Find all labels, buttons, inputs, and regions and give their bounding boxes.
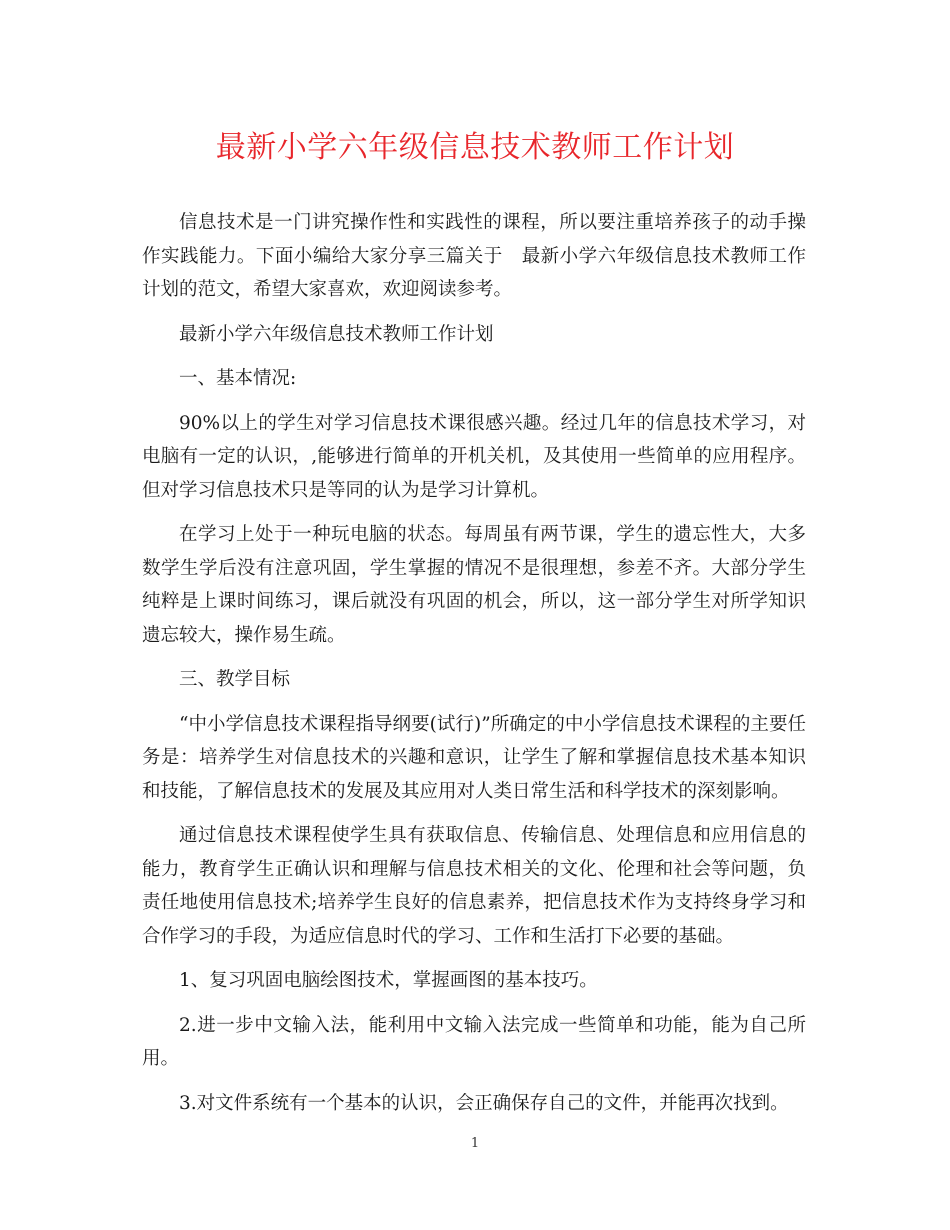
paragraph-subtitle: 最新小学六年级信息技术教师工作计划 <box>179 323 494 345</box>
section-heading-teaching-goals: 三、教学目标 <box>179 669 291 690</box>
section-heading-basic-situation: 一、基本情况: <box>179 368 297 389</box>
page-number: 1 <box>470 1136 480 1151</box>
list-item: 1、复习巩固电脑绘图技术，掌握画图的基本技巧。 <box>179 970 598 991</box>
paragraph: 通过信息技术课程使学生具有获取信息、传输信息、处理信息和应用信息的能力，教育学生正确认识和理解与信息技术相关的文化、伦理和社会等问题，负责任地使用信息技术;培养学生良好的信息素养，把信息技术作为支持终身学习和合作学习的手段，为适应信息时代的学习、工作和生活打下必要的基础。 <box>142 825 806 947</box>
paragraph: 在学习上处于一种玩电脑的状态。每周虽有两节课，学生的遗忘性大，大多数学生学后没有注意巩固，学生掌握的情况不是很理想，参差不齐。大部分学生纯粹是上课时间练习，课后就没有巩固的机会，所以，这一部分学生对所学知识遗忘较大，操作易生疏。 <box>142 524 806 646</box>
list-item: 2.进一步中文输入法，能利用中文输入法完成一些简单和功能，能为自己所用。 <box>142 1014 806 1069</box>
paragraph-intro: 信息技术是一门讲究操作性和实践性的课程，所以要注重培养孩子的动手操作实践能力。下面小编给大家分享三篇关于 最新小学六年级信息技术教师工作计划的范文，希望大家喜欢，欢迎阅读参考。 <box>142 212 806 300</box>
paragraph: “中小学信息技术课程指导纲要(试行)”所确定的中小学信息技术课程的主要任务是：培养学生对信息技术的兴趣和意识，让学生了解和掌握信息技术基本知识和技能，了解信息技术的发展及其应用对人类日常生活和科学技术的深刻影响。 <box>142 713 806 802</box>
document-body <box>142 206 806 1131</box>
list-item: 3.对文件系统有一个基本的认识，会正确保存自己的文件，并能再次找到。 <box>179 1092 789 1114</box>
document-title: 最新小学六年级信息技术教师工作计划 <box>215 130 735 165</box>
paragraph: 90%以上的学生对学习信息技术课很感兴趣。经过几年的信息技术学习，对电脑有一定的认识，,能够进行简单的开机关机，及其使用一些简单的应用程序。但对学习信息技术只是等同的认为是学习计算机。 <box>142 412 806 501</box>
